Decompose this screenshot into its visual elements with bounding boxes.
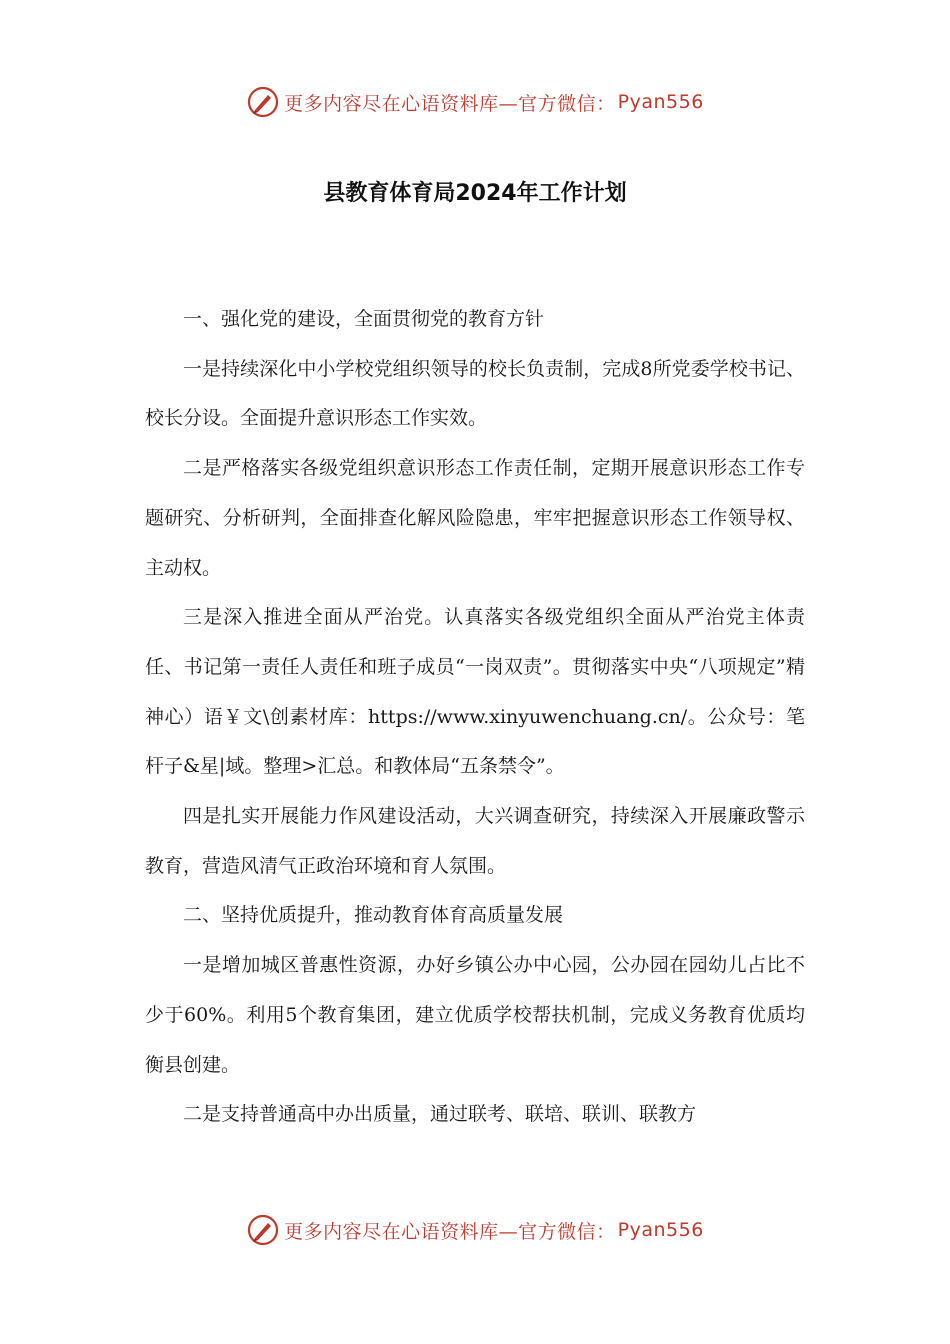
paragraph: 二是严格落实各级党组织意识形态工作责任制，定期开展意识形态工作专题研究、分析研判，全面排查化解风险隐患，牢牢把握意识形态工作领导权、主动权。 [145,457,805,579]
paragraph: 三是深入推进全面从严治党。认真落实各级党组织全面从严治党主体责任、书记第一责任人责任和班子成员“一岗双责”。贯彻落实中央“八项规定”精神心）语￥文\创素材库：https://www.xinyuwenchuang.cn/。公众号：笔杆子&星|域。整理>汇总。和教体局“五条禁令”。 [145,606,805,778]
paragraph: 二是支持普通高中办出质量，通过联考、联培、联训、联教方 [183,1103,697,1126]
document-title: 县教育体育局2024年工作计划 [323,181,627,206]
paragraph: 一是持续深化中小学校党组织领导的校长负责制，完成8所党委学校书记、校长分设。全面提升意识形态工作实效。 [145,357,805,430]
watermark-banner-top [0,80,950,124]
pen-logo-icon [246,85,280,119]
document-body [145,295,805,1140]
watermark-handle: Pyan556 [617,1219,704,1241]
paragraph: 一是增加城区普惠性资源，办好乡镇公办中心园，公办园在园幼儿占比不少于60%。利用5个教育集团，建立优质学校帮扶机制，完成义务教育优质均衡县创建。 [145,954,805,1076]
watermark-text: 更多内容尽在心语资料库—官方微信： [284,1220,616,1243]
paragraph: 四是扎实开展能力作风建设活动，大兴调查研究，持续深入开展廉政警示教育，营造风清气正政治环境和育人氛围。 [145,805,805,877]
section-heading: 二、坚持优质提升，推动教育体育高质量发展 [183,904,564,927]
watermark-handle: Pyan556 [617,91,704,113]
section-heading: 一、强化党的建设，全面贯彻党的教育方针 [183,308,545,330]
watermark-banner-bottom [0,1208,950,1252]
pen-logo-icon [246,1213,280,1247]
watermark-text: 更多内容尽在心语资料库—官方微信： [284,92,616,115]
